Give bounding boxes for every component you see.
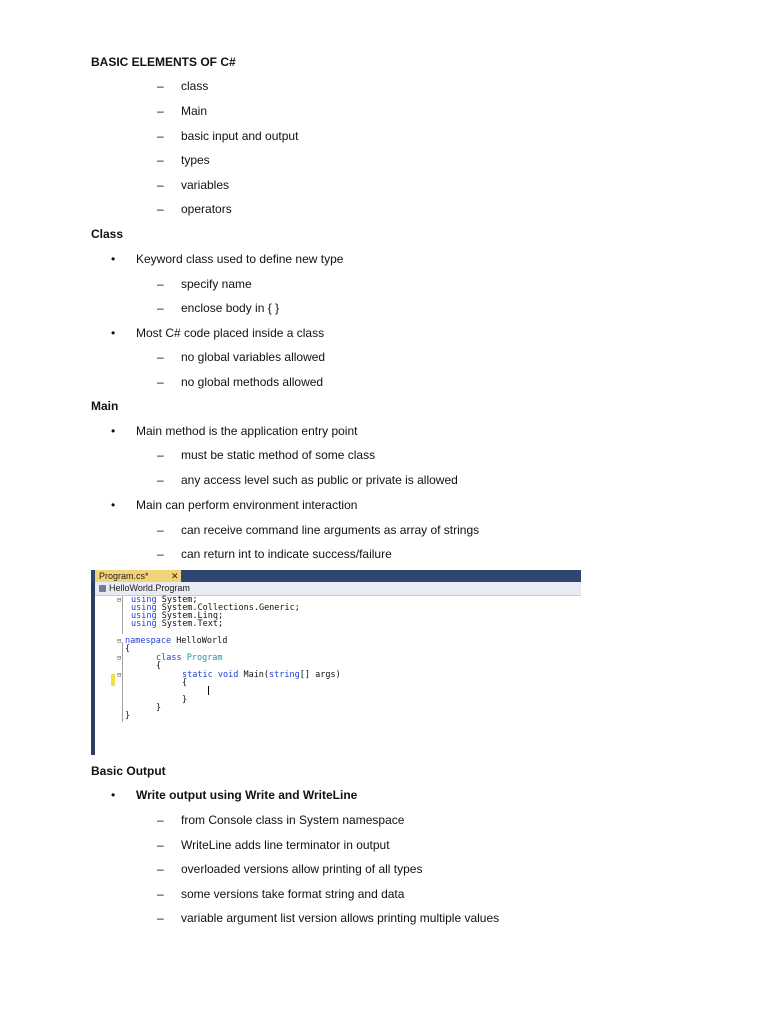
class-sub-1: specify name [181,277,252,291]
brace: { [182,678,188,688]
dot-bullet: • [111,498,116,512]
output-sub-5: variable argument list version allows printing multiple values [181,911,500,925]
dash-bullet: – [157,104,164,118]
keyword: static [182,670,213,680]
close-icon[interactable]: ✕ [171,571,179,581]
namespace-name: HelloWorld [176,636,228,646]
page-title: BASIC ELEMENTS OF C# [91,55,236,69]
collapse-icon[interactable]: ⊟ [117,637,122,645]
params: [] args) [299,670,341,680]
code-line-main [182,671,341,679]
main-heading: Main [91,399,119,413]
class-sub-4: no global methods allowed [181,375,324,389]
dash-bullet: – [157,277,164,291]
text-caret[interactable] [208,686,209,695]
editor-tab[interactable] [95,570,181,582]
class-sub-3: no global variables allowed [181,350,326,364]
intro-item-types: types [181,153,210,167]
class-icon [99,585,106,592]
brace: } [182,695,188,705]
code-editor-screenshot [91,570,581,755]
collapse-icon[interactable]: ⊟ [117,671,122,679]
main-bullet-1: Main method is the application entry point [136,424,358,438]
main-sub-2: any access level such as public or private is allowed [181,473,458,487]
namespace-ref: System.Text; [161,619,224,629]
dot-bullet: • [111,788,116,802]
code-line-class [156,654,223,662]
method-name: Main( [243,670,270,680]
intro-item-operators: operators [181,202,232,216]
basic-output-heading: Basic Output [91,764,166,778]
editor-nav-path: HelloWorld.Program [109,583,190,593]
dash-bullet: – [157,862,164,876]
code-line-namespace [125,637,227,645]
namespace-ref: System; [161,595,198,605]
dash-bullet: – [157,547,164,561]
brace: { [125,644,131,654]
dash-bullet: – [157,473,164,487]
dot-bullet: • [111,326,116,340]
namespace-ref: System.Collections.Generic; [161,603,300,613]
brace: { [156,661,162,671]
output-sub-3: overloaded versions allow printing of all types [181,862,423,876]
code-line-using-4 [131,620,223,628]
intro-item-class: class [181,79,209,93]
class-sub-2: enclose body in { } [181,301,280,315]
output-sub-4: some versions take format string and data [181,887,405,901]
main-bullet-2: Main can perform environment interaction [136,498,358,512]
namespace-ref: System.Linq; [161,611,224,621]
class-heading: Class [91,227,124,241]
class-name: Program [186,653,223,663]
keyword: using [131,611,157,621]
dash-bullet: – [157,301,164,315]
dash-bullet: – [157,79,164,93]
main-sub-1: must be static method of some class [181,448,376,462]
collapse-icon[interactable]: ⊟ [117,596,122,604]
code-line-brace [182,679,187,687]
code-line-brace [125,712,130,720]
outline-line [122,596,123,634]
dash-bullet: – [157,202,164,216]
editor-nav-bar[interactable] [95,582,581,596]
code-line-brace [156,662,161,670]
output-sub-1: from Console class in System namespace [181,813,405,827]
change-marker [111,674,115,686]
outline-line [122,642,123,722]
dot-bullet: • [111,424,116,438]
main-sub-4: can return int to indicate success/failure [181,547,392,561]
output-sub-2: WriteLine adds line terminator in output [181,838,390,852]
dash-bullet: – [157,375,164,389]
dash-bullet: – [157,887,164,901]
keyword: void [217,670,239,680]
editor-tab-title: Program.cs* [99,571,149,581]
main-sub-3: can receive command line arguments as array of strings [181,523,480,537]
code-line-brace [125,645,130,653]
dot-bullet: • [111,252,116,266]
keyword: namespace [125,636,172,646]
collapse-icon[interactable]: ⊟ [117,654,122,662]
brace: } [156,703,162,713]
dash-bullet: – [157,911,164,925]
brace: } [125,711,131,721]
intro-item-variables: variables [181,178,230,192]
class-bullet-1: Keyword class used to define new type [136,252,344,266]
dash-bullet: – [157,178,164,192]
code-line-brace [156,704,161,712]
dash-bullet: – [157,153,164,167]
intro-item-io: basic input and output [181,129,299,143]
dash-bullet: – [157,448,164,462]
output-bullet-1: Write output using Write and WriteLine [136,788,358,802]
dash-bullet: – [157,838,164,852]
class-bullet-2: Most C# code placed inside a class [136,326,325,340]
dash-bullet: – [157,129,164,143]
dash-bullet: – [157,350,164,364]
dash-bullet: – [157,813,164,827]
dash-bullet: – [157,523,164,537]
keyword: string [269,670,300,680]
keyword: using [131,595,157,605]
intro-item-main: Main [181,104,208,118]
keyword: class [156,653,182,663]
keyword: using [131,603,157,613]
keyword: using [131,619,157,629]
code-line-brace [182,696,187,704]
